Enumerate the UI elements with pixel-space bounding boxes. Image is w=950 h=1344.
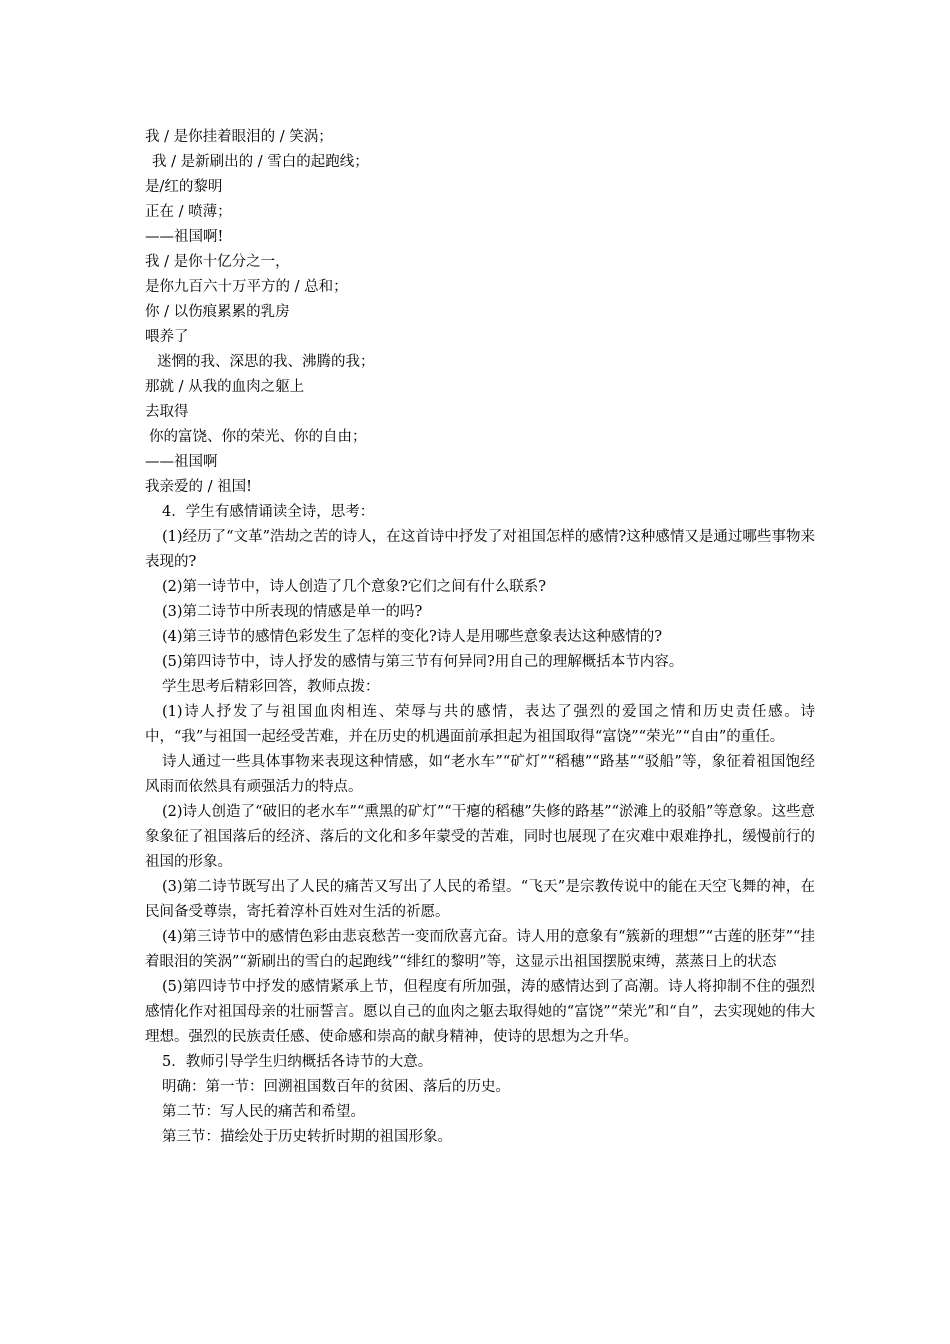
question-paragraph: (3)第二诗节中所表现的情感是单一的吗? (162, 604, 423, 620)
answer-paragraph: (3)第二诗节既写出了人民的痛苦又写出了人民的希望。“飞天”是宗教传说中的能在天空飞舞的神，在民间备受尊崇，寄托着淳朴百姓对生活的祈愿。 (145, 879, 815, 920)
question-paragraph: (2)第一诗节中，诗人创造了几个意象?它们之间有什么联系? (162, 579, 547, 595)
poem-line: 你的富饶、你的荣光、你的自由； (149, 429, 367, 445)
poem-line: 我亲爱的 / 祖国! (145, 479, 252, 495)
body-paragraph: 第三节：描绘处于历史转折时期的祖国形象。 (162, 1129, 452, 1145)
body-paragraph: 明确：第一节：回溯祖国数百年的贫困、落后的历史。 (162, 1079, 510, 1095)
poem-excerpt (145, 125, 815, 500)
poem-line: ——祖国啊! (145, 229, 224, 245)
poem-line: 我 / 是新刷出的 / 雪白的起跑线； (152, 154, 369, 170)
answer-paragraph: (4)第三诗节中的感情色彩由悲哀愁苦一变而欣喜亢奋。诗人用的意象有“簇新的理想”“古莲的胚芽”“挂着眼泪的笑涡”“新刷出的雪白的起跑线”“绯红的黎明”等，这显示出祖国摆脱束缚，蒸蒸日上的状态 (145, 929, 815, 970)
answer-paragraph: (2)诗人创造了“破旧的老水车”“熏黑的矿灯”“干瘪的稻穗”失修的路基”“淤滩上的驳船”等意象。这些意象象征了祖国落后的经济、落后的文化和多年蒙受的苦难，同时也展现了在灾难中艰难挣扎，缓慢前行的祖国的形象。 (145, 804, 815, 870)
question-paragraph: (1)经历了“文革”浩劫之苦的诗人，在这首诗中抒发了对祖国怎样的感情?这种感情又是通过哪些事物来表现的? (145, 529, 815, 570)
section-heading: 5．教师引导学生归纳概括各诗节的大意。 (162, 1054, 433, 1070)
poem-line: 去取得 (145, 404, 189, 420)
poem-line: 我 / 是你十亿分之一， (145, 254, 290, 270)
answer-paragraph: (1)诗人抒发了与祖国血肉相连、荣辱与共的感情，表达了强烈的爱国之情和历史责任感。诗中，“我”与祖国一起经受苦难，并在历史的机遇面前承担起为祖国取得“富饶”“荣光”“自由”的重任。 (145, 704, 815, 745)
question-paragraph: (5)第四诗节中，诗人抒发的感情与第三节有何异同?用自己的理解概括本节内容。 (162, 654, 684, 670)
section-heading: 4．学生有感情诵读全诗，思考： (162, 504, 375, 520)
poem-line: 正在 / 喷薄； (145, 204, 232, 220)
lesson-text (145, 500, 815, 1150)
question-paragraph: (4)第三诗节的感情色彩发生了怎样的变化?诗人是用哪些意象表达这种感情的? (162, 629, 663, 645)
answer-paragraph: 诗人通过一些具体事物来表现这种情感，如“老水车”“矿灯”“稻穗”“路基”“驳船”等，象征着祖国饱经风雨而依然具有顽强活力的特点。 (145, 754, 815, 795)
poem-line: 你 / 以伤痕累累的乳房 (145, 304, 290, 320)
poem-line: 是/红的黎明 (145, 179, 223, 195)
poem-line: ——祖国啊 (145, 454, 218, 470)
answer-paragraph: (5)第四诗节中抒发的感情紧承上节，但程度有所加强，涛的感情达到了高潮。诗人将抑制不住的强烈感情化作对祖国母亲的壮丽誓言。愿以自己的血肉之躯去取得她的“富饶”“荣光”和“自”，去实现她的伟大理想。强烈的民族责任感、使命感和崇高的献身精神，使诗的思想为之升华。 (145, 979, 815, 1045)
poem-line: 我 / 是你挂着眼泪的 / 笑涡； (145, 129, 333, 145)
body-paragraph: 第二节：写人民的痛苦和希望。 (162, 1104, 365, 1120)
poem-line: 迷惘的我、深思的我、沸腾的我； (157, 354, 375, 370)
poem-line: 是你九百六十万平方的 / 总和； (145, 279, 348, 295)
poem-line: 那就 / 从我的血肉之躯上 (145, 379, 305, 395)
poem-line: 喂养了 (145, 329, 189, 345)
document-page (145, 125, 815, 1150)
body-paragraph: 学生思考后精彩回答，教师点拨： (162, 679, 380, 695)
